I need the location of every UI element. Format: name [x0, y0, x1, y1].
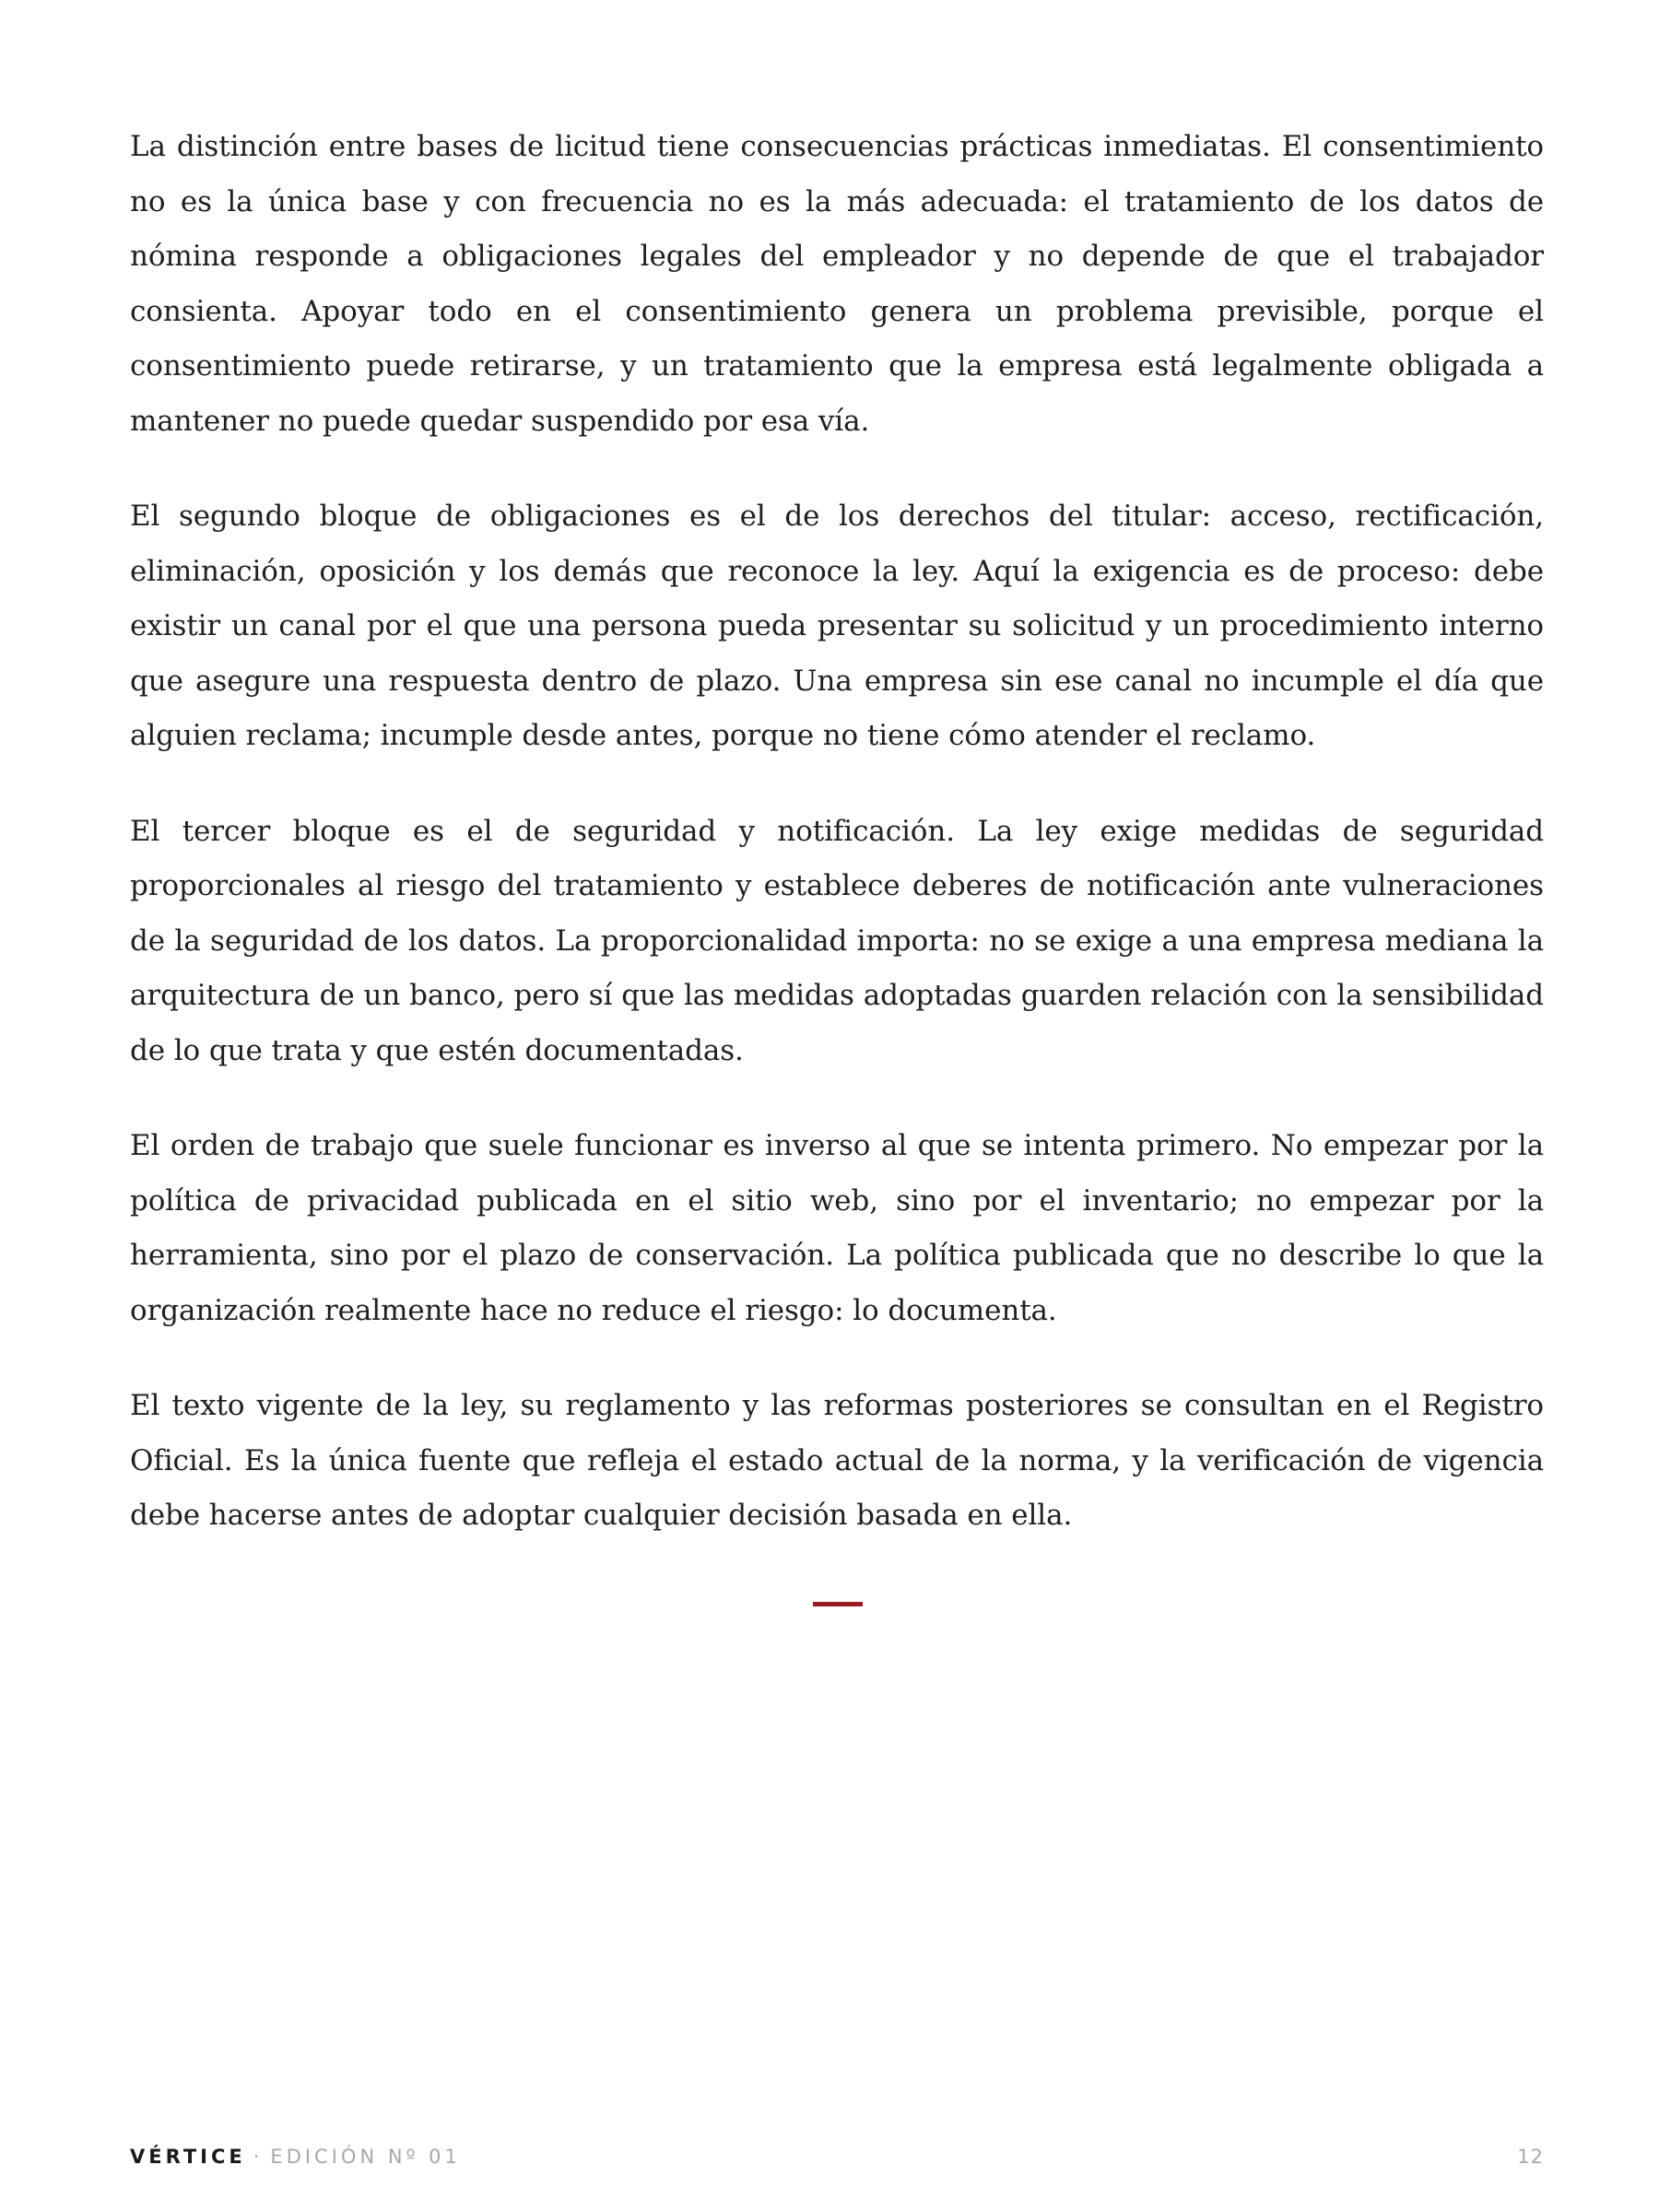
- paragraph-5: El texto vigente de la ley, su reglamento y las reformas posteriores se consultan en el Registro Oficial. Es la única fuente que refleja el estado actual de la norma, y la verificación de vigencia debe hacerse antes de adoptar cualquier decisión basada en ella.: [130, 1389, 1544, 1532]
- paragraph-2: El segundo bloque de obligaciones es el de los derechos del titular: acceso, rectificación, eliminación, oposición y los demás que reconoce la ley. Aquí la exigencia es de proceso: debe existir un canal por el que una persona pueda presentar su solicitud y un procedimiento interno que asegure una respuesta dentro de plazo. Una empresa sin ese canal no incumple el día que alguien reclama; incumple desde antes, porque no tiene cómo atender el reclamo.: [130, 500, 1544, 752]
- article-body: [130, 120, 1544, 1584]
- paragraph-4: El orden de trabajo que suele funcionar es inverso al que se intenta primero. No empezar por la política de privacidad publicada en el sitio web, sino por el inventario; no empezar por la herramienta, sino por el plazo de conservación. La política publicada que no describe lo que la organización realmente hace no reduce el riesgo: lo documenta.: [130, 1129, 1544, 1327]
- paragraph-1: La distinción entre bases de licitud tiene consecuencias prácticas inmediatas. El consentimiento no es la única base y con frecuencia no es la más adecuada: el tratamiento de los datos de nómina responde a obligaciones legales del empleador y no depende de que el trabajador consienta. Apoyar todo en el consentimiento genera un problema previsible, porque el consentimiento puede retirarse, y un tratamiento que la empresa está legalmente obligada a mantener no puede quedar suspendido por esa vía.: [130, 130, 1544, 438]
- paragraph-3: El tercer bloque es el de seguridad y notificación. La ley exige medidas de seguridad proporcionales al riesgo del tratamiento y establece deberes de notificación ante vulneraciones de la seguridad de los datos. La proporcionalidad importa: no se exige a una empresa mediana la arquitectura de un banco, pero sí que las medidas adoptadas guarden relación con la sensibilidad de lo que trata y que estén documentadas.: [130, 814, 1544, 1067]
- page-number: 12: [1517, 2146, 1544, 2168]
- footer-left: [130, 2146, 461, 2168]
- publication-name: VÉRTICE: [130, 2146, 246, 2168]
- end-of-article-mark: [813, 1602, 863, 1606]
- footer-separator: ·: [253, 2146, 264, 2168]
- edition-label: EDICIÓN Nº 01: [270, 2146, 461, 2168]
- page-footer: [130, 2143, 1544, 2171]
